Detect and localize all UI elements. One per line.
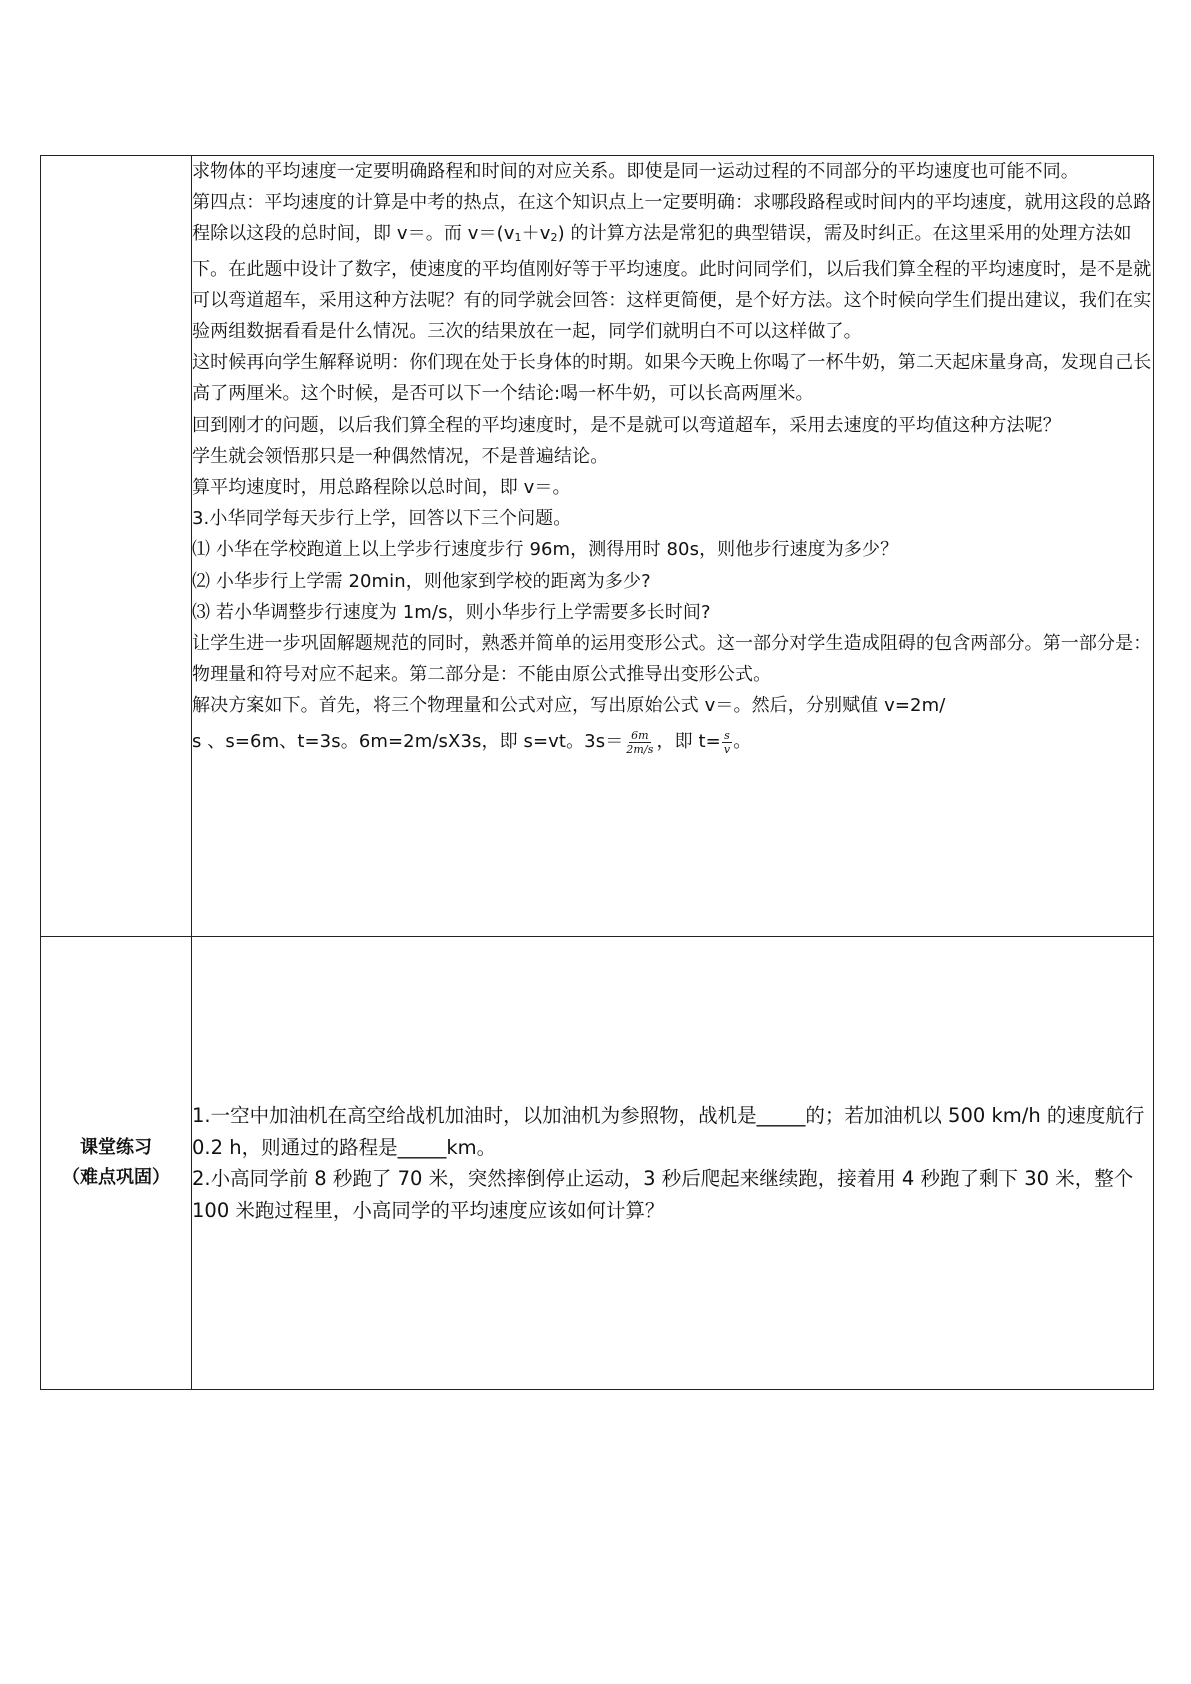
point-four-paragraph: 第四点：平均速度的计算是中考的热点，在这个知识点上一定要明确：求哪段路程或时间内的平均速度，就用这段的总路程除以这段的总时间，即 v＝。而 v＝(v1＋v2) 的计算方法是常犯的典型错误，需及时纠正。在这里采用的处理方法如下。在此题中设计了数字，使速度的平均值刚好等于平均速度。此时问同学们，以后我们算全程的平均速度时，是不是就可以弯道超车，采用这种方法呢？有的同学就会回答：这样更简便，是个好方法。这个时候向学生们提出建议，我们在实验两组数据看看是什么情况。三次的结果放在一起，同学们就明白不可以这样做了。 xyxy=(192,192,1152,343)
paragraph: 让学生进一步巩固解题规范的同时，熟悉并简单的运用变形公式。这一部分对学生造成阻碍的包含两部分。第一部分是：物理量和符号对应不起来。第二部分是：不能由原公式推导出变形公式。 xyxy=(192,633,1152,686)
row-label-cell xyxy=(41,937,192,1390)
paragraph: 回到刚才的问题，以后我们算全程的平均速度时，是不是就可以弯道超车，采用去速度的平均值这种方法呢？ xyxy=(192,414,1061,436)
exercise-item: 1.一空中加油机在高空给战机加油时，以加油机为参照物，战机是_____的；若加油机以 500 km/h 的速度航行 0.2 h，则通过的路程是_____km。 xyxy=(192,1104,1145,1159)
row-label-cell xyxy=(41,156,192,937)
table-row xyxy=(41,156,1154,937)
paragraph: 这时候再向学生解释说明：你们现在处于长身体的时期。如果今天晚上你喝了一杯牛奶，第二天起床量身高，发现自己长高了两厘米。这个时候，是否可以下一个结论:喝一杯牛奶，可以长高两厘米。 xyxy=(192,352,1152,405)
section-sublabel: （难点巩固） xyxy=(62,1167,170,1188)
paragraph: 算平均速度时，用总路程除以总时间，即 v＝。 xyxy=(192,477,571,499)
question-heading: 3.小华同学每天步行上学，回答以下三个问题。 xyxy=(192,508,572,530)
formula-line: s 、s=6m、t=3s。6m=2m/sX3s，即 s=vt。3s＝ $\frac{6m}{2m/s}$ ，即 t= $\frac{s}{v}$ 。 xyxy=(192,728,752,756)
paragraph: 解决方案如下。首先，将三个物理量和公式对应，写出原始公式 v＝。然后，分别赋值 v=2m/ xyxy=(192,695,946,717)
sub-question: ⑵ 小华步行上学需 20min，则他家到学校的距离为多少? xyxy=(192,570,651,592)
table-row xyxy=(41,937,1154,1390)
sub-question: ⑴ 小华在学校跑道上以上学步行速度步行 96m，测得用时 80s，则他步行速度为多少？ xyxy=(192,539,899,561)
fraction-s-over-v: $\frac{s}{v}$ xyxy=(723,728,731,756)
sub-question: ⑶ 若小华调整步行速度为 1m/s，则小华步行上学需要多长时间? xyxy=(192,601,711,623)
exercise-content-cell xyxy=(192,937,1154,1390)
paragraph: 求物体的平均速度一定要明确路程和时间的对应关系。即使是同一运动过程的不同部分的平均速度也可能不同。 xyxy=(192,161,1079,182)
paragraph: 学生就会领悟那只是一种偶然情况，不是普遍结论。 xyxy=(192,445,609,467)
exercise-item: 2.小高同学前 8 秒跑了 70 米，突然摔倒停止运动，3 秒后爬起来继续跑，接着用 4 秒跑了剩下 30 米，整个 100 米跑过程里，小高同学的平均速度应该如何计算？ xyxy=(192,1167,1134,1222)
teaching-content-cell xyxy=(192,156,1154,937)
fraction-6m-over-2ms: $\frac{6m}{2m/s}$ xyxy=(626,728,654,756)
section-label: 课堂练习 xyxy=(80,1137,152,1158)
lesson-table xyxy=(40,155,1154,1390)
